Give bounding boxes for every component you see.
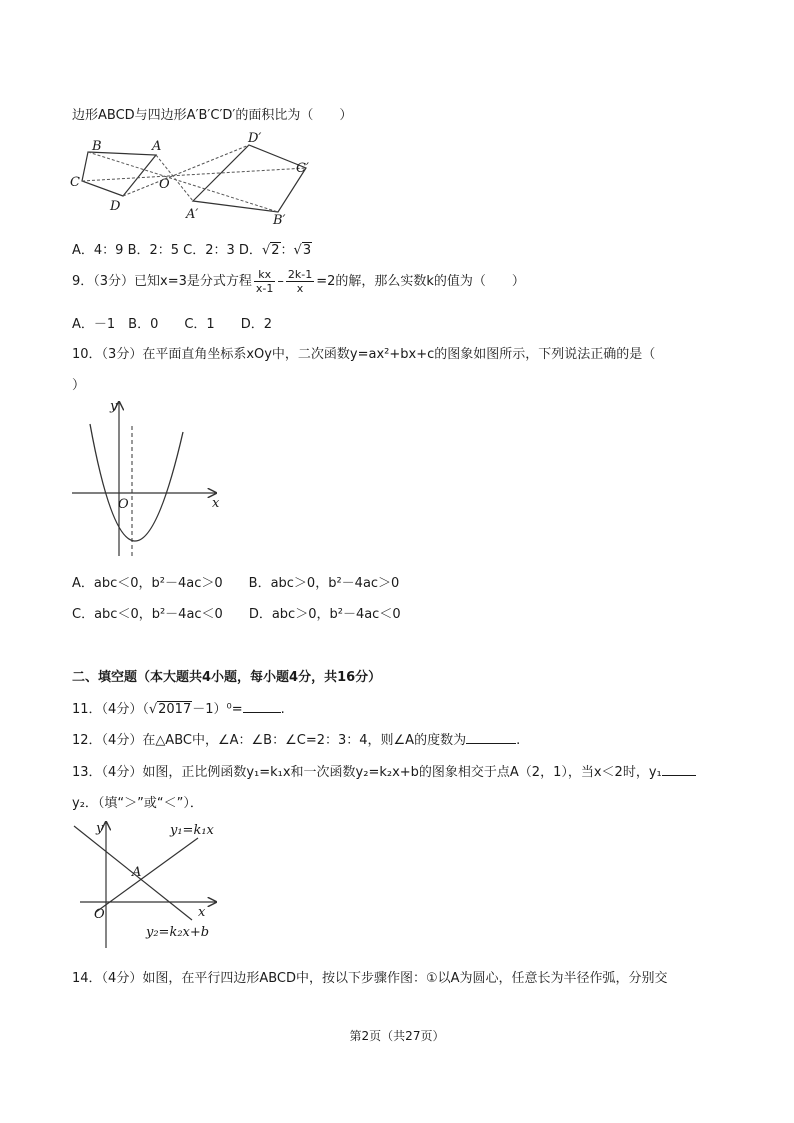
q11: 11．（4分）（√2017－1）⁰= . — [72, 702, 285, 717]
q13-answer-blank[interactable] — [662, 763, 696, 776]
q8-stem: 边形ABCD与四边形A′B′C′D′的面积比为（ ） — [72, 108, 353, 123]
q10-label-y: y — [110, 399, 118, 414]
q10-options-line1: A．abc＜0，b²－4ac＞0 B．abc＞0，b²－4ac＞0 — [72, 576, 400, 591]
q13-label-line1: y₁=k₁x — [170, 823, 214, 838]
q8-label-A-prime: A′ — [186, 207, 199, 222]
q13-label-A: A — [132, 865, 142, 880]
q8-label-C-prime: C′ — [296, 161, 309, 176]
page-footer: 第2页（共27页） — [349, 1029, 445, 1043]
q13-line2: y₂．（填“＞”或“＜”）． — [72, 796, 203, 811]
q13-figure — [66, 816, 226, 950]
q8-label-A: A — [152, 139, 162, 154]
q8-label-C: C — [70, 175, 80, 190]
q10-label-O: O — [118, 497, 129, 512]
q8-label-B-prime: B′ — [273, 213, 286, 226]
q13-label-line2: y₂=k₂x+b — [146, 925, 210, 940]
q13-label-O: O — [94, 907, 105, 922]
q8-figure — [66, 126, 326, 226]
q8-label-D: D — [110, 199, 121, 214]
q9-options: A．－1 B．0 C．1 D．2 — [72, 317, 272, 332]
q10-stem-line1: 10．（3分）在平面直角坐标系xOy中，二次函数y=ax²+bx+c的图象如图所示，下列说法正确的是（ — [72, 347, 656, 362]
q13-label-y: y — [96, 821, 104, 836]
q14-line1: 14．（4分）如图，在平行四边形ABCD中，按以下步骤作图：①以A为圆心，任意长为半径作弧，分别交 — [72, 971, 668, 986]
q12: 12．（4分）在△ABC中，∠A：∠B：∠C=2：3：4，则∠A的度数为 . — [72, 733, 521, 748]
q10-stem-line2: ） — [72, 378, 86, 393]
q12-answer-blank[interactable] — [466, 731, 516, 744]
q8-label-B: B — [92, 139, 102, 154]
section2-title: 二、填空题（本大题共4小题，每小题4分，共16分） — [72, 670, 382, 685]
q10-label-x: x — [212, 496, 220, 511]
q11-answer-blank[interactable] — [243, 700, 281, 713]
q8-label-D-prime: D′ — [248, 131, 262, 146]
q10-options-line2: C．abc＜0，b²－4ac＜0 D．abc＞0，b²－4ac＜0 — [72, 607, 401, 622]
q13-label-x: x — [198, 905, 206, 920]
q9-stem: 9．（3分）已知x=3是分式方程 $\frac{kx}{x-1}$ – $\frac{2k-1}{x}$ =2的解，那么实数k的值为（ ） — [72, 268, 525, 295]
q8-options: A．4：9 B．2：5 C．2：3 D．√2：√3 — [72, 243, 312, 258]
q10-figure — [66, 396, 226, 562]
q13-line1: 13．（4分）如图，正比例函数y₁=k₁x和一次函数y₂=k₂x+b的图象相交于点A（2，1），当x＜2时，y₁ — [72, 761, 696, 780]
q8-label-O: O — [159, 177, 170, 192]
